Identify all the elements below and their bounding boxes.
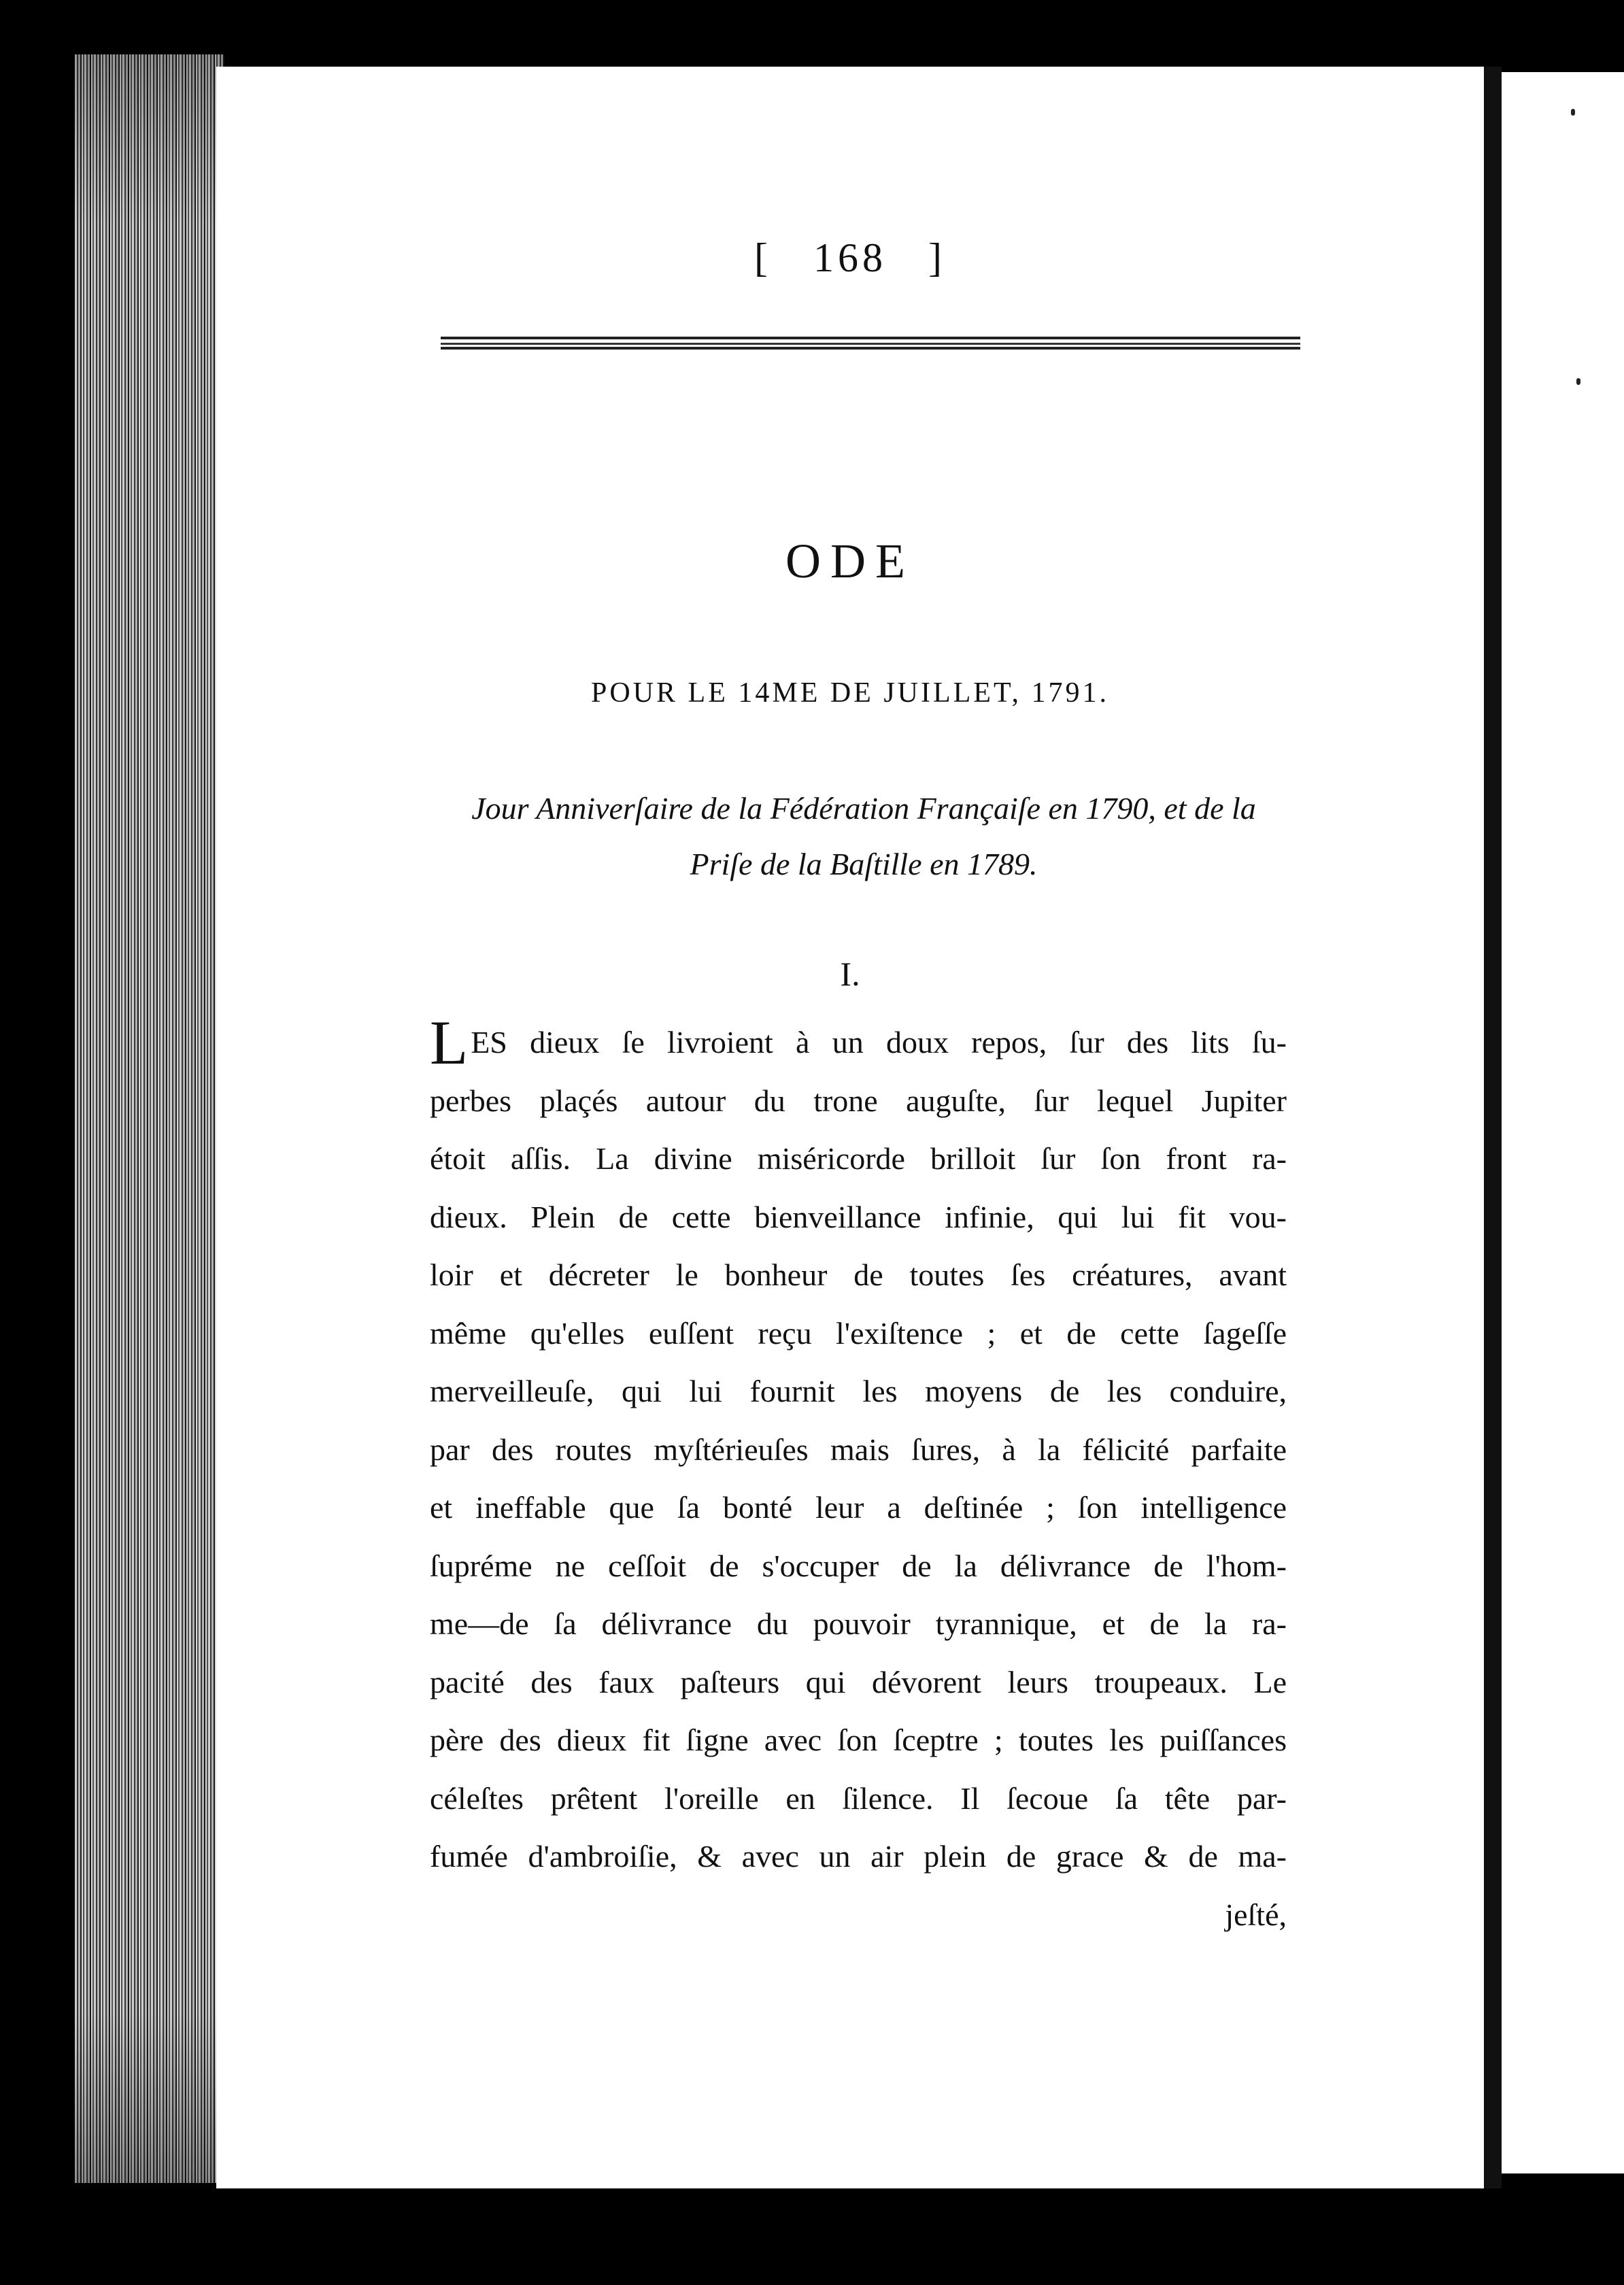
body-line: céleſtes prêtent l'oreille en ſilence. Il ſecoue ſa tête par- bbox=[430, 1780, 1287, 1816]
book-gutter bbox=[1484, 67, 1502, 2188]
ink-speck bbox=[1571, 109, 1575, 116]
body-line: même qu'elles euſſent reçu l'exiſtence ; et de cette ſageſſe bbox=[430, 1315, 1287, 1351]
page-header-folio bbox=[216, 235, 1484, 282]
body-line: ſupréme ne ceſſoit de s'occuper de la délivrance de l'hom- bbox=[430, 1548, 1287, 1583]
body-line: merveilleuſe, qui lui fournit les moyens de les conduire, bbox=[430, 1374, 1287, 1408]
body-line: fumée d'ambroiſie, & avec un air plein de grace & de ma- bbox=[430, 1839, 1287, 1874]
facing-page-edge bbox=[1502, 72, 1624, 2173]
poem-dedication bbox=[422, 781, 1306, 892]
ink-speck bbox=[1576, 378, 1580, 385]
page-number: 168 bbox=[813, 235, 887, 280]
body-line: pacité des faux paſteurs qui dévorent leurs troupeaux. Le bbox=[430, 1664, 1287, 1699]
body-line: étoit aſſis. La divine miséricorde brilloit ſur ſon front ra- bbox=[430, 1141, 1287, 1176]
dedication-line-2: Priſe de la Baſtille en 1789. bbox=[690, 847, 1038, 881]
body-paragraph bbox=[430, 1008, 1287, 1944]
body-line: dieux. Plein de cette bienveillance infinie, qui lui fit vou- bbox=[430, 1199, 1287, 1234]
body-line: et ineffable que ſa bonté leur a deſtinée ; ſon intelligence bbox=[430, 1490, 1287, 1525]
body-line: loir et décreter le bonheur de toutes ſes créatures, avant bbox=[430, 1257, 1287, 1292]
poem-subtitle: POUR LE 14ME DE JUILLET, 1791. bbox=[591, 677, 1109, 709]
header-rule bbox=[441, 337, 1300, 350]
dedication-line-1: Jour Anniverſaire de la Fédération Françaiſe en 1790, et de la bbox=[471, 791, 1256, 826]
body-line: ES dieux ſe livroient à un doux repos, ſur des lits ſu- bbox=[471, 1025, 1287, 1060]
folio-bracket-open: [ bbox=[754, 235, 772, 280]
poem-title: ODE bbox=[785, 534, 915, 588]
book-page-edges bbox=[75, 54, 224, 2183]
catchword: jeſté, bbox=[1225, 1897, 1287, 1932]
body-line: me—de ſa délivrance du pouvoir tyrannique, et de la ra- bbox=[430, 1606, 1287, 1641]
drop-cap: L bbox=[430, 1008, 469, 1077]
body-line: par des routes myſtérieuſes mais ſures, à la félicité parfaite bbox=[430, 1432, 1287, 1467]
section-numeral: I. bbox=[840, 955, 860, 993]
folio-bracket-close: ] bbox=[928, 235, 946, 280]
body-line: perbes plaçés autour du trone auguſte, ſur lequel Jupiter bbox=[430, 1083, 1287, 1118]
body-line: père des dieux fit ſigne avec ſon ſceptre ; toutes les puiſſances bbox=[430, 1723, 1287, 1757]
